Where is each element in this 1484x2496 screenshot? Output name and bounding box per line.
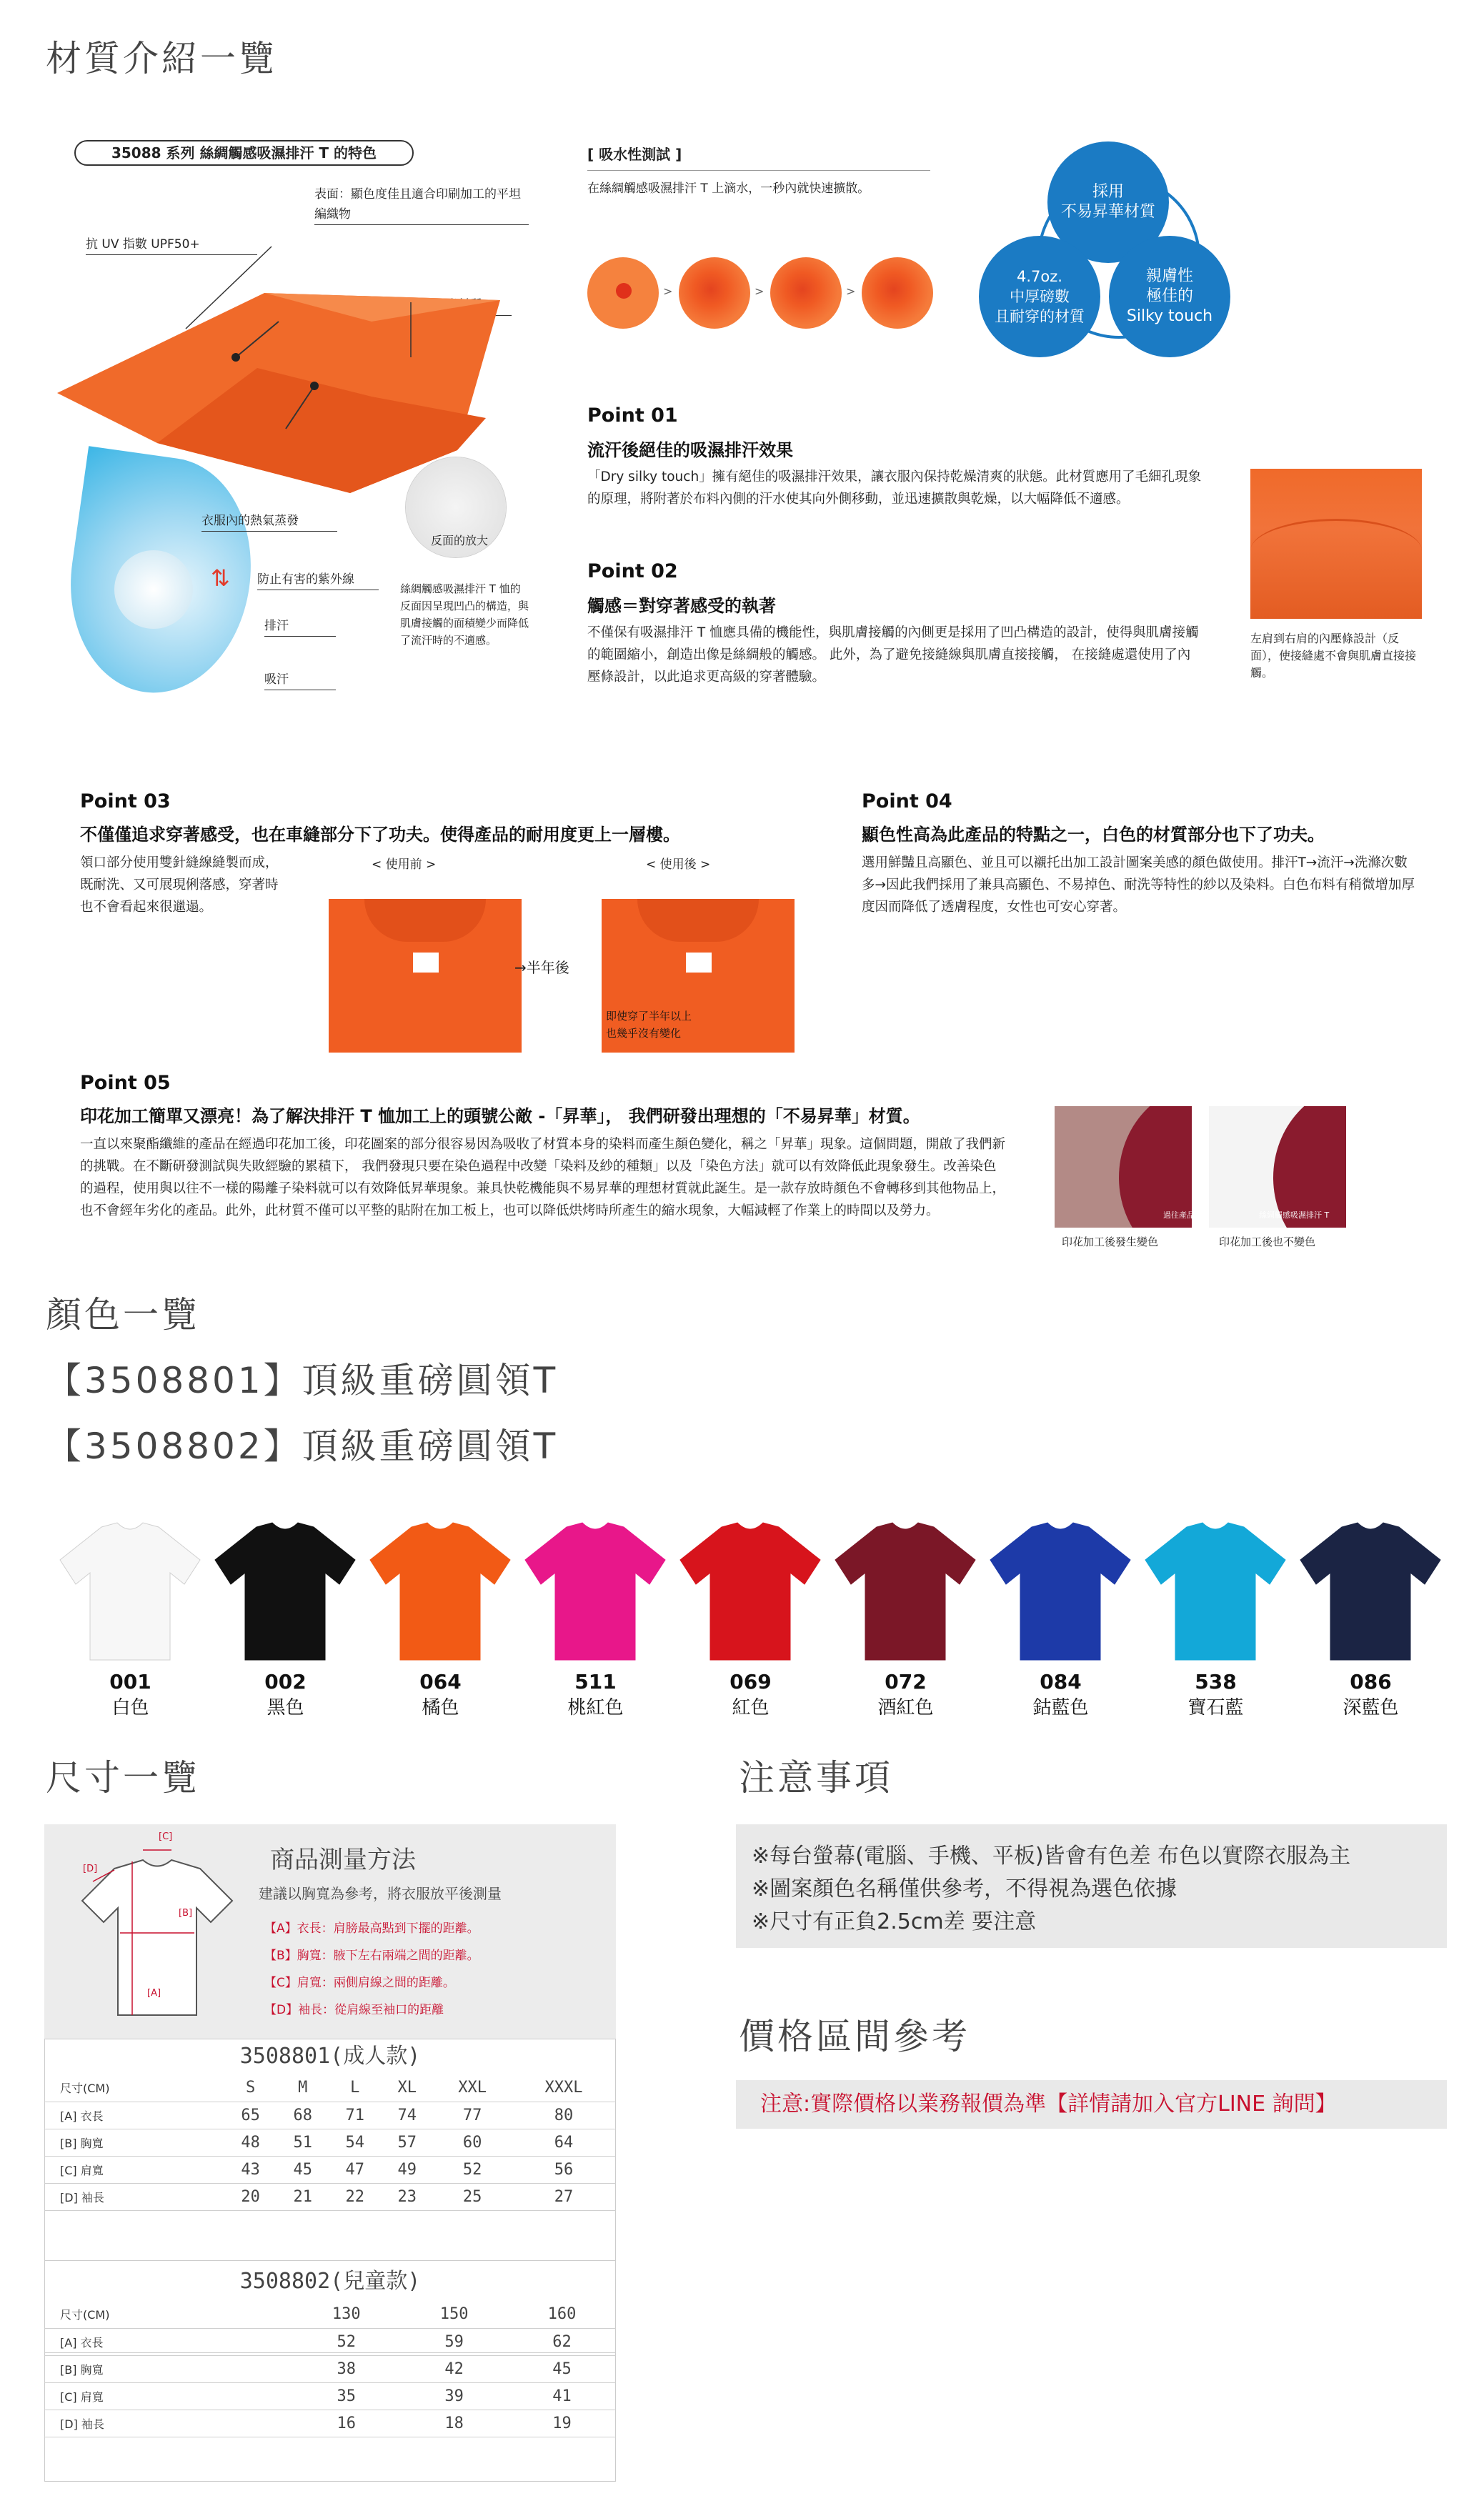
row-label-cell: [D] 袖長 [44,2410,292,2437]
point-01-title: 流汗後絕佳的吸濕排汗效果 [587,440,793,460]
swatch-name: 橘色 [422,1697,459,1719]
size-cell: 45 [277,2156,329,2183]
size-cell: 59 [400,2328,508,2355]
measure-c: 【C】肩寬：兩側肩線之間的距離。 [264,1976,455,1990]
magnify-label: 反面的放大 [430,534,488,547]
adult-size-table [44,2074,616,2211]
size-cell: 39 [400,2382,508,2410]
triad-top: 採用 不易昇華材質 [1047,141,1169,263]
swatch-code: 086 [1350,1670,1392,1694]
size-cell: 22 [329,2183,381,2210]
drop-stage-1 [587,257,659,329]
table-header-row [44,2074,616,2102]
heat-label: 衣服內的熱氣蒸發 [201,511,337,532]
size-cell: 48 [224,2129,277,2156]
swatch-name: 桃紅色 [567,1697,624,1719]
size-cell: 74 [381,2102,433,2129]
size-cell: 160 [508,2301,616,2328]
size-cell: 65 [224,2102,277,2129]
tshirt-swatch-072[interactable] [832,1518,979,1661]
after-note: 即使穿了半年以上 也幾乎沒有變化 [606,1010,692,1040]
table-row [44,2355,616,2382]
before-photo [329,899,522,1053]
kids-table-title: 3508802(兒童款) [239,2269,421,2294]
size-cell: 41 [508,2382,616,2410]
triad-left: 4.7oz. 中厚磅數 且耐穿的材質 [979,236,1100,357]
tag-c: [C] [159,1831,173,1842]
size-cell: XXL [433,2074,512,2102]
row-label-cell: [B] 胸寬 [44,2355,292,2382]
kids-size-table [44,2301,616,2437]
old-product-tag: 過往產品 [1163,1210,1195,1220]
tshirt-swatch-002[interactable] [212,1518,359,1661]
fiber-detail-icon [114,550,193,629]
size-cell: XXXL [512,2074,616,2102]
arrow-2: > [755,284,765,298]
price-title: 價格區間參考 [739,2016,970,2057]
row-label-cell: [C] 肩寬 [44,2156,224,2183]
old-product-caption: 印花加工後發生變色 [1062,1235,1159,1248]
size-cell: 71 [329,2102,381,2129]
swatch-name: 黑色 [267,1697,304,1719]
swatch-name: 深藍色 [1343,1697,1399,1719]
size-cell: 42 [400,2355,508,2382]
magnify-desc: 絲綢觸感吸濕排汗 T 恤的反面因呈現凹凸的構造，與肌膚接觸的面積變少而降低了流汗時的不適感。 [400,582,529,647]
swatch-code: 002 [264,1670,307,1694]
tag-a: [A] [147,1988,161,1999]
tshirt-swatch-069[interactable] [677,1518,824,1661]
size-cell: S [224,2074,277,2102]
colors-title: 顏色一覽 [46,1294,200,1336]
size-cell: 45 [508,2355,616,2382]
drop-stage-3 [770,257,842,329]
point-03-title: 不僅僅追求穿著感受，也在車縫部分下了功夫。使得產品的耐用度更上一層樓。 [80,825,680,845]
absorb-test-title: [ 吸水性測試 ] [587,146,682,163]
measure-sub: 建議以胸寬為參考，將衣服放平後測量 [259,1885,502,1902]
tshirt-swatch-538[interactable] [1142,1518,1289,1661]
notice-title: 注意事項 [739,1757,893,1799]
swatch-name: 酒紅色 [877,1697,934,1719]
arrow-1: > [663,284,673,298]
tag-b: [B] [179,1908,193,1919]
size-cell: 150 [400,2301,508,2328]
half-year-label: →半年後 [514,959,569,976]
point-05-title: 印花加工簡單又漂亮！為了解決排汗 T 恤加工上的頭號公敵 -「昇華」， 我們研發出理想的「不易昇華」材質。 [80,1106,920,1126]
size-cell: 49 [381,2156,433,2183]
tshirt-swatch-064[interactable] [367,1518,514,1661]
point-03-body: 領口部分使用雙針縫線縫製而成，既耐洗、又可展現俐落感，穿著時也不會看起來很邋遢。 [80,855,279,915]
notice-line-1: ※每台螢幕(電腦、手機、平板)皆會有色差 布色以實際衣服為主 [752,1844,1351,1869]
measure-b: 【B】胸寬：腋下左右兩端之間的距離。 [264,1949,479,1963]
drop-stage-4 [862,257,933,329]
measure-title: 商品測量方法 [270,1846,416,1874]
new-product-caption: 印花加工後也不變色 [1219,1235,1316,1248]
drop-stage-2 [679,257,750,329]
size-cell: 47 [329,2156,381,2183]
inner-tape-photo [1250,469,1422,619]
swatch-code: 538 [1195,1670,1237,1694]
row-label-cell: 尺寸(CM) [44,2074,224,2102]
swatch-code: 069 [729,1670,772,1694]
swatch-name: 紅色 [732,1697,770,1719]
size-cell: 130 [292,2301,400,2328]
point-02-title: 觸感＝對穿著感受的執著 [587,596,776,616]
size-cell: 51 [277,2129,329,2156]
swatch-name: 鈷藍色 [1032,1697,1089,1719]
point-05-body: 一直以來聚酯纖維的產品在經過印花加工後，印花圖案的部分很容易因為吸收了材質本身的染料而產生顏色變化，稱之「昇華」現象。這個問題，開啟了我們新的挑戰。在不斷研發測試與失敗經驗的累積下， 我們發現只要在染色過程中改變「染料及紗的種類」以及「染色方法」就可以有效降低此現象發生。改善染色的過程，使用與以往不一樣的陽離子染料就可以有效降低昇華現象。兼具快乾機能與不易昇華的理想材質就此誕生。是一款存放時顏色不會轉移到其他物品上，也不會經年劣化的產品。此外，此材質不僅可以平整的貼附在加工板上，也可以降低烘烤時所產生的縮水現象，大幅減輕了作業上的時間以及勞力。 [80,1137,1006,1218]
point-04-body: 選用鮮豔且高顯色、並且可以襯托出加工設計圖案美感的顏色做使用。排汗T→流汗→洗滌次數多→因此我們採用了兼具高顯色、不易掉色、耐洗等特性的紗以及染料。白色布料有稍微增加厚度因而降低了透膚程度，女性也可安心穿著。 [862,855,1415,915]
table-header-row [44,2301,616,2328]
size-cell: 52 [433,2156,512,2183]
adult-table-title: 3508801(成人款) [239,2044,421,2069]
size-cell: 23 [381,2183,433,2210]
inner-tape-caption: 左肩到右肩的內壓條設計（反面），使接縫處不會與肌膚直接接觸。 [1250,632,1417,680]
swatch-code: 064 [419,1670,462,1694]
surface-label: 表面：顯色度佳且適合印刷加工的平坦編織物 [314,184,529,225]
size-cell: XL [381,2074,433,2102]
size-cell: 35 [292,2382,400,2410]
sweat-out-label: 排汗 [264,616,336,637]
size-cell: 16 [292,2410,400,2437]
size-cell: 52 [292,2328,400,2355]
size-cell: 27 [512,2183,616,2210]
material-title: 材質介紹一覽 [46,38,277,79]
swatch-code: 001 [109,1670,151,1694]
size-cell: 56 [512,2156,616,2183]
size-cell: M [277,2074,329,2102]
size-cell: 43 [224,2156,277,2183]
point-01-label: Point 01 [587,404,678,427]
point-02-body: 不僅保有吸濕排汗 T 恤應具備的機能性，與肌膚接觸的內側更是採用了凹凸構造的設計，使得與肌膚接觸的範圍縮小，創造出像是絲綢般的觸感。 此外，為了避免接縫線與肌膚直接接觸， 在接縫處還使用了內壓條設計，以此追求更高級的穿著體驗。 [587,625,1199,685]
feature-badge: 35088 系列 絲綢觸感吸濕排汗 T 的特色 [74,140,414,166]
tshirt-swatch-001[interactable] [57,1518,204,1661]
product-line-2: 【3508802】頂級重磅圓領T [46,1426,559,1467]
row-label-cell: [D] 袖長 [44,2183,224,2210]
size-cell: 54 [329,2129,381,2156]
table-row [44,2183,616,2210]
table-row [44,2156,616,2183]
new-product-tag: 絲綢觸感吸濕排汗 T [1259,1210,1330,1220]
point-01-body: 「Dry silky touch」擁有絕佳的吸濕排汗效果，讓衣服內保持乾燥清爽的狀態。此材質應用了毛細孔現象的原理，將附著於布料內側的汗水使其向外側移動，並迅速擴散與乾燥，以大幅降低不適感。 [587,469,1202,507]
size-cell: 62 [508,2328,616,2355]
size-cell: 68 [277,2102,329,2129]
swatch-code: 511 [574,1670,617,1694]
price-text: 注意:實際價格以業務報價為準【詳情請加入官方LINE 詢問】 [760,2092,1337,2117]
size-cell: 18 [400,2410,508,2437]
triad-right: 親膚性 極佳的 Silky touch [1109,236,1230,357]
table-row [44,2410,616,2437]
table-row [44,2102,616,2129]
size-cell: 20 [224,2183,277,2210]
point-02-label: Point 02 [587,560,678,582]
size-cell: 57 [381,2129,433,2156]
tshirt-swatch-086[interactable] [1298,1518,1444,1661]
point-03-label: Point 03 [80,790,171,812]
uv-block-label: 防止有害的紫外線 [257,570,379,590]
size-cell: 21 [277,2183,329,2210]
swatch-name: 白色 [111,1697,149,1719]
after-label: < 使用後 > [646,857,711,872]
uv-label: 抗 UV 指數 UPF50+ [86,234,257,255]
heat-arrow-icon: ⇅ [211,565,230,592]
size-cell: 64 [512,2129,616,2156]
size-cell: 19 [508,2410,616,2437]
swatch-code: 072 [885,1670,927,1694]
row-label-cell: [A] 衣長 [44,2328,292,2355]
point-04-title: 顯色性高為此產品的特點之一，白色的材質部分也下了功夫。 [862,825,1325,845]
size-cell: 77 [433,2102,512,2129]
row-label-cell: [B] 胸寬 [44,2129,224,2156]
tshirt-swatch-511[interactable] [522,1518,669,1661]
row-label-cell: 尺寸(CM) [44,2301,292,2328]
swatch-code: 084 [1040,1670,1082,1694]
before-label: < 使用前 > [372,857,437,872]
arrow-3: > [846,284,856,298]
table-row [44,2328,616,2355]
row-label-cell: [A] 衣長 [44,2102,224,2129]
notice-line-2: ※圖案顏色名稱僅供參考，不得視為選色依據 [752,1876,1177,1901]
absorb-test-desc: 在絲綢觸感吸濕排汗 T 上滴水，一秒內就快速擴散。 [587,182,870,196]
size-cell: 25 [433,2183,512,2210]
row-label-cell: [C] 肩寬 [44,2382,292,2410]
size-cell: L [329,2074,381,2102]
tshirt-swatch-084[interactable] [987,1518,1134,1661]
point-05-label: Point 05 [80,1072,171,1094]
swatch-name: 寶石藍 [1187,1697,1244,1719]
product-line-1: 【3508801】頂級重磅圓領T [46,1360,559,1401]
tag-d: [D] [83,1864,98,1874]
size-cell: 80 [512,2102,616,2129]
table-row [44,2129,616,2156]
size-title: 尺寸一覽 [46,1757,200,1799]
measure-d: 【D】袖長：從肩線至袖口的距離 [264,2003,444,2017]
size-cell: 60 [433,2129,512,2156]
notice-line-3: ※尺寸有正負2.5cm差 要注意 [752,1909,1037,1934]
point-04-label: Point 04 [862,790,952,812]
measure-a: 【A】衣長：肩膀最高點到下擺的距離。 [264,1921,479,1936]
absorb-label: 吸汗 [264,670,336,690]
size-cell: 38 [292,2355,400,2382]
table-row [44,2382,616,2410]
